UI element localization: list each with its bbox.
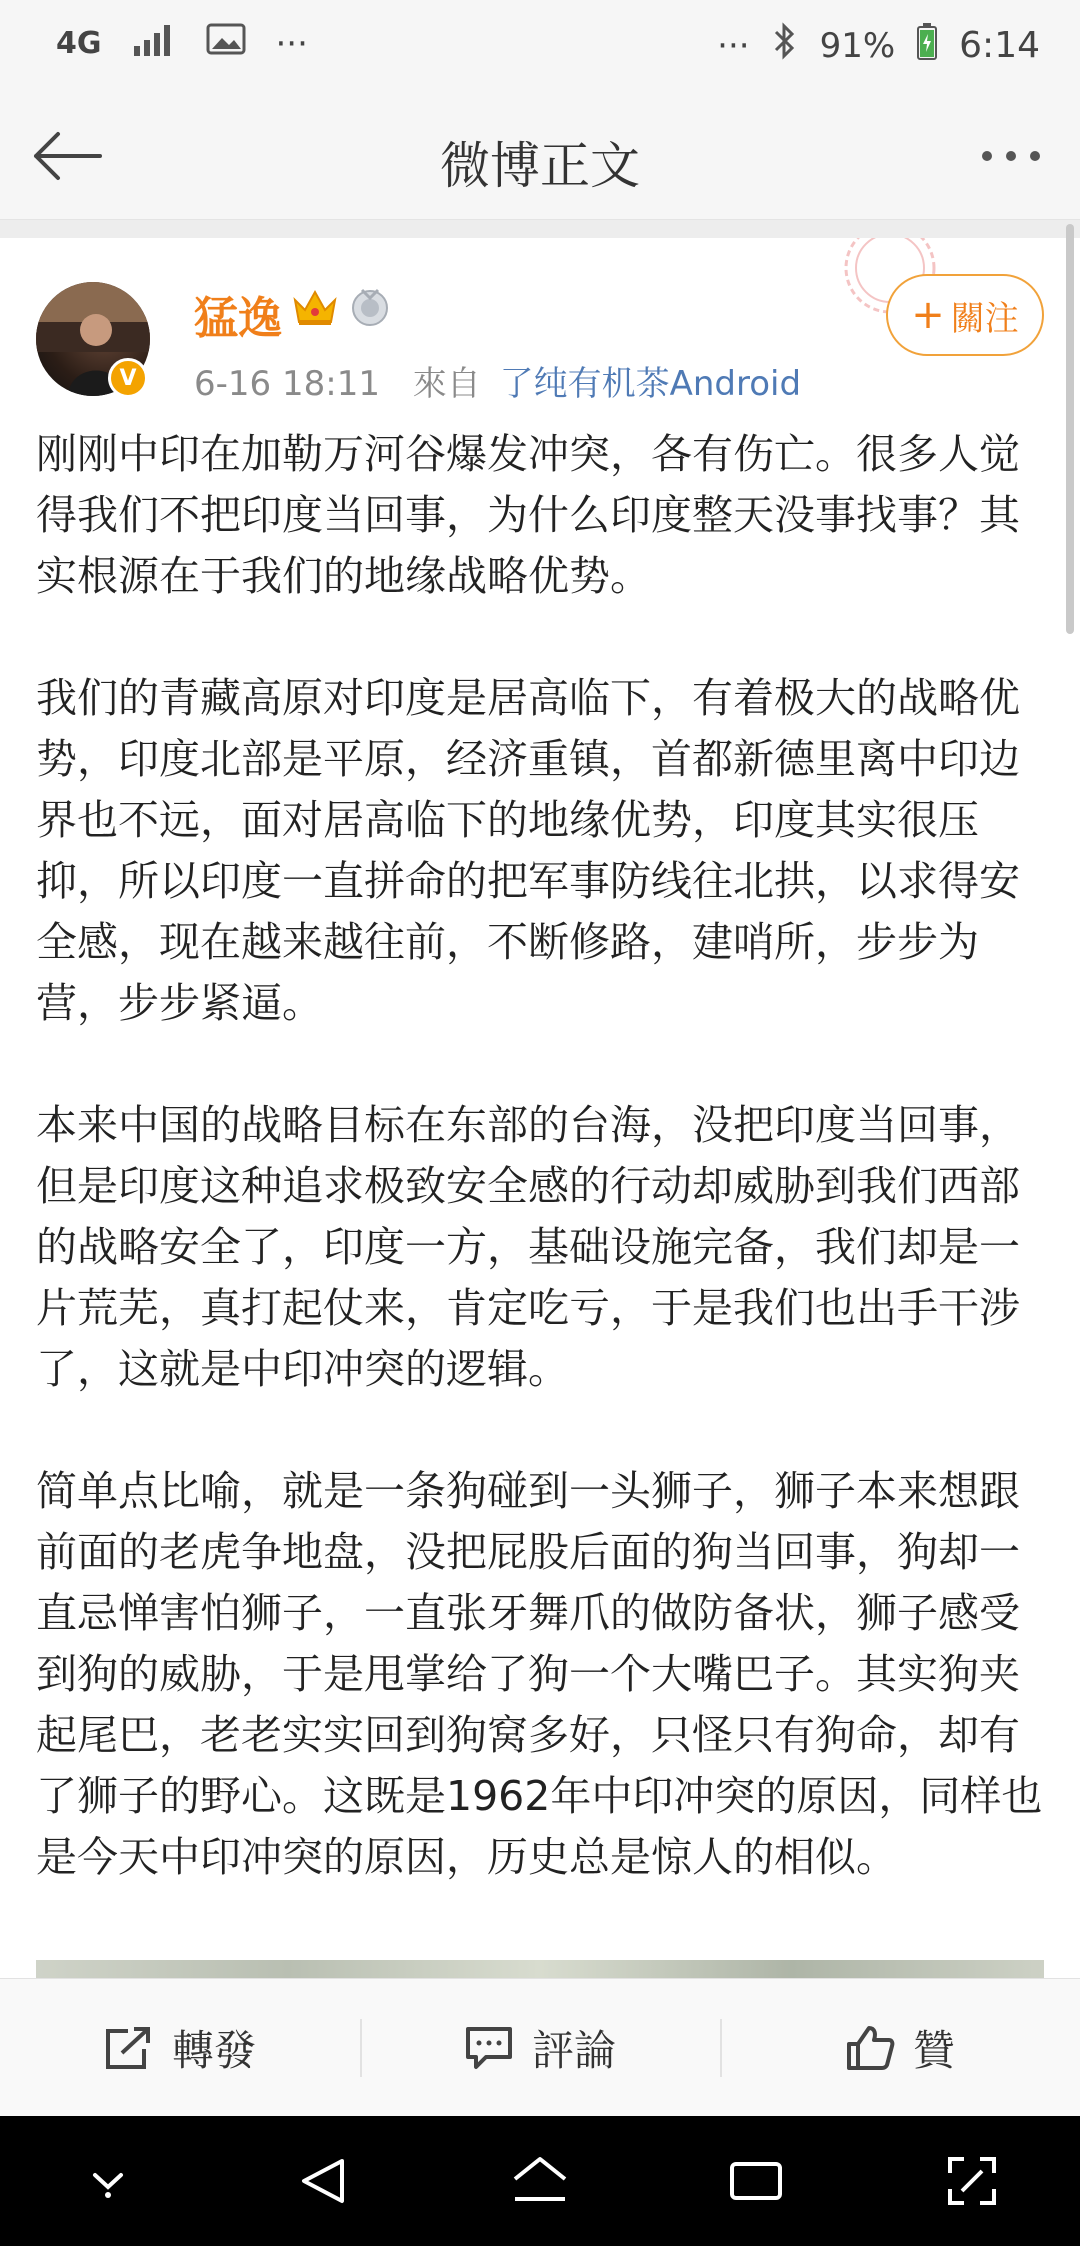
post-image[interactable]	[36, 1960, 1044, 1978]
status-more-left: ···	[275, 23, 308, 64]
title-bar	[0, 88, 1080, 220]
status-right	[717, 22, 1040, 69]
action-bar	[0, 1978, 1080, 2116]
post-body	[36, 424, 1046, 1949]
more-options-button[interactable]	[966, 114, 1056, 198]
share-square-icon	[104, 2025, 154, 2071]
follow-button[interactable]	[886, 274, 1044, 356]
comment-button[interactable]	[360, 1979, 720, 2116]
post-content[interactable]	[0, 238, 1080, 1978]
status-bar	[0, 0, 1080, 88]
chevron-down-icon	[83, 2161, 133, 2201]
scrollbar[interactable]	[1066, 224, 1074, 634]
recents-icon	[726, 2156, 786, 2206]
page-title: 微博正文	[440, 137, 640, 195]
post-time: 6-16 18:11	[194, 364, 380, 404]
post-paragraph: 简单点比喻，就是一条狗碰到一头狮子，狮子本来想跟前面的老虎争地盘，没把屁股后面的狗当回事，狗却一直忌惮害怕狮子，一直张牙舞爪的做防备状，狮子感受到狗的威胁，于是甩掌给了狗一个大嘴巴子。其实狗夹起尾巴，老老实实回到狗窝多好，只怪只有狗命，却有了狮子的野心。这既是1962年中印冲突的原因，同样也是今天中印冲突的原因，历史总是惊人的相似。	[36, 1467, 1043, 1881]
repost-button[interactable]	[0, 1979, 360, 2116]
plus-icon: +	[911, 292, 945, 338]
medal-icon[interactable]	[350, 286, 390, 332]
comment-bubble-icon	[464, 2025, 514, 2071]
post-paragraph: 我们的青藏高原对印度是居高临下，有着极大的战略优势，印度北部是平原，经济重镇，首都新德里离中印边界也不远，面对居高临下的地缘优势，印度其实很压抑，所以印度一直拼命的把军事防线往北拱，以求得安全感，现在越来越往前，不断修路，建哨所，步步为营，步步紧逼。	[36, 674, 1020, 1027]
crown-icon[interactable]	[292, 286, 338, 332]
like-label: 贊	[912, 2025, 955, 2075]
verified-badge-icon: V	[108, 358, 148, 398]
home-icon	[509, 2153, 571, 2209]
triangle-back-icon	[296, 2153, 352, 2209]
section-divider	[0, 220, 1080, 238]
network-indicator: 4G	[56, 26, 102, 61]
image-notification-icon	[206, 22, 246, 65]
post-paragraph: 刚刚中印在加勒万河谷爆发冲突，各有伤亡。很多人觉得我们不把印度当回事，为什么印度整天没事找事？其实根源在于我们的地缘战略优势。	[36, 430, 1020, 600]
battery-percentage: 91%	[819, 25, 896, 66]
source-link[interactable]: 了纯有机茶Android	[499, 364, 802, 404]
post-header	[0, 238, 1080, 408]
signal-icon	[132, 22, 176, 65]
thumbs-up-icon	[845, 2024, 895, 2072]
nav-recents-button[interactable]	[711, 2136, 801, 2226]
author-name[interactable]: 猛逸	[194, 293, 282, 344]
battery-icon	[917, 22, 937, 69]
nav-back-button[interactable]	[279, 2136, 369, 2226]
more-horizontal-icon	[982, 151, 992, 161]
status-more-right: ···	[717, 25, 750, 66]
like-button[interactable]	[720, 1979, 1080, 2116]
source-prefix: 來自	[412, 364, 481, 404]
follow-label: 關注	[950, 298, 1019, 339]
nav-expand-button[interactable]	[927, 2136, 1017, 2226]
bluetooth-icon	[772, 22, 798, 69]
hide-keyboard-button[interactable]	[63, 2136, 153, 2226]
post-paragraph: 本来中国的战略目标在东部的台海，没把印度当回事，但是印度这种追求极致安全感的行动却威胁到我们西部的战略安全了，印度一方，基础设施完备，我们却是一片荒芜，真打起仗来，肯定吃亏，于是我们也出手干涉了，这就是中印冲突的逻辑。	[36, 1101, 1020, 1393]
system-nav-bar	[0, 2116, 1080, 2246]
more-dot	[1006, 151, 1016, 161]
post-meta	[194, 356, 801, 405]
more-dot	[1030, 151, 1040, 161]
nav-home-button[interactable]	[495, 2136, 585, 2226]
status-left	[56, 22, 308, 65]
comment-label: 評論	[531, 2025, 616, 2075]
repost-label: 轉發	[171, 2025, 256, 2075]
clock: 6:14	[959, 25, 1040, 66]
expand-icon	[944, 2153, 1000, 2209]
